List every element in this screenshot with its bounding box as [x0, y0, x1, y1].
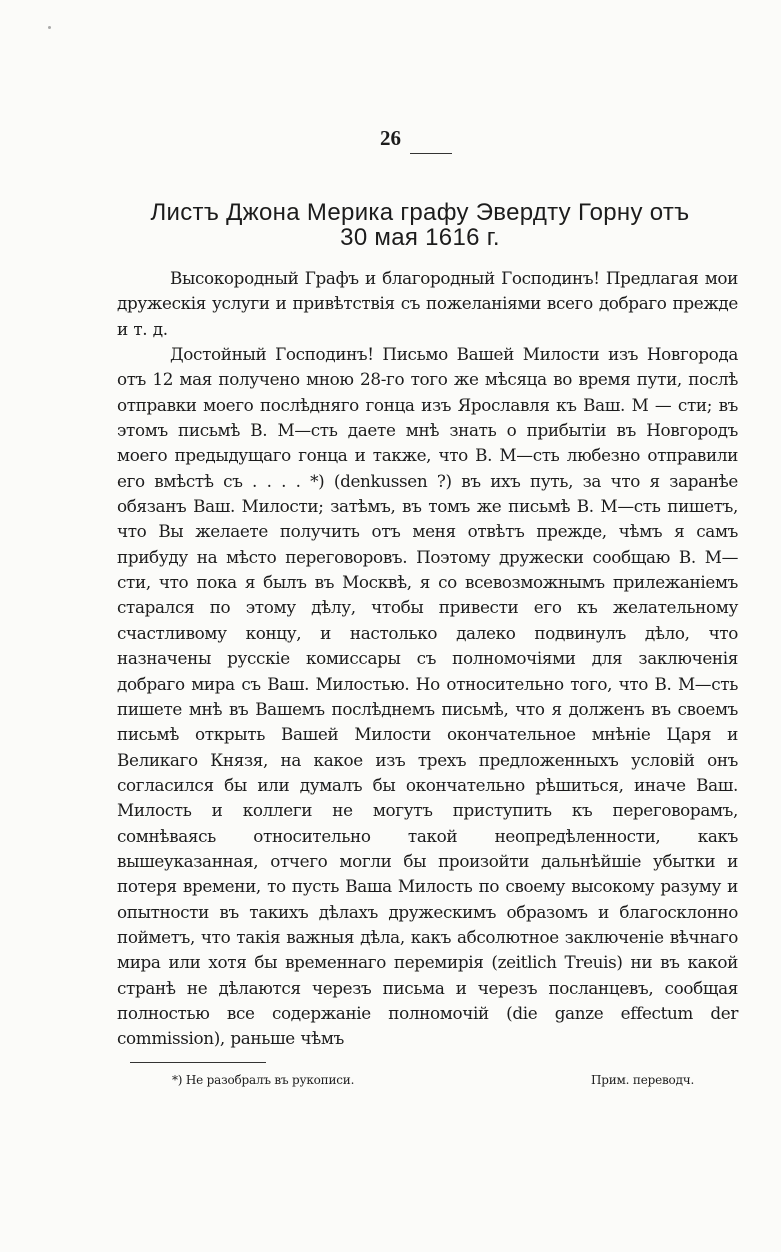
- page-number: 26: [380, 126, 401, 150]
- translator-note: Прим. переводч.: [591, 1073, 695, 1087]
- paper-speck: [48, 26, 51, 29]
- letter-body: [117, 266, 738, 1052]
- paragraph-greeting: Высокородный Графъ и благородный Господинъ! Предлагая мои дружескія услуги и привѣтствія съ пожеланіями всего добраго прежде и т. д.: [117, 268, 738, 339]
- title-line-2: 30 мая 1616 г.: [340, 224, 500, 251]
- title-line-1: Листъ Джона Мерика графу Эвердту Горну отъ: [150, 199, 690, 226]
- letter-title: [95, 200, 745, 250]
- footnote: *) Не разобралъ въ рукописи.: [172, 1073, 355, 1087]
- page-number-underline: [410, 153, 452, 154]
- paragraph-main: Достойный Господинъ! Письмо Вашей Милости изъ Новгорода отъ 12 мая получено мною 28-го того же мѣсяца во время пути, послѣ отправки моего послѣдняго гонца изъ Ярославля къ Ваш. М — сти; въ этомъ письмѣ В. М—сть даете мнѣ знать о прибытіи въ Новгородъ моего предыдущаго гонца и также, что В. М—сть любезно отправили его вмѣстѣ съ . . . . *) (denkussen ?) въ ихъ путь, за что я заранѣе обязанъ Ваш. Милости; затѣмъ, въ томъ же письмѣ В. М—сть пишетъ, что Вы желаете получить отъ меня отвѣтъ прежде, чѣмъ я самъ прибуду на мѣсто переговоровъ. Поэтому дружески сообщаю В. М—сти, что пока я былъ въ Москвѣ, я со всевозможнымъ прилежаніемъ старался по этому дѣлу, чтобы привести его къ желательному счастливому концу, и настолько далеко подвинулъ дѣло, что назначены русскіе комиссары съ полномочіями для заключенія добраго мира съ Ваш. Милостью. Но относительно того, что В. М—сть пишете мнѣ въ Вашемъ послѣднемъ письмѣ, что я долженъ въ своемъ письмѣ открыть Вашей Милости окончательное мнѣніе Царя и Великаго Князя, на какое изъ трехъ предложенныхъ условій онъ согласился бы или думалъ бы окончательно рѣшиться, иначе Ваш. Милость и коллеги не могутъ приступить къ переговорамъ, сомнѣваясь относительно такой неопредѣленности, какъ вышеуказанная, отчего могли бы произойти дальнѣйшіе убытки и потеря времени, то пусть Ваша Милость по своему высокому разуму и опытности въ такихъ дѣлахъ дружескимъ образомъ и благосклонно пойметъ, что такія важныя дѣла, какъ абсолютное заключеніе вѣчнаго мира или хотя бы временнаго перемирія (zeitlich Treuis) ни въ какой странѣ не дѣлаются черезъ письма и черезъ посланцевъ, сообщая полностью все содержаніе полномочій (die ganze effectum der commission), раньше чѣмъ: [117, 344, 738, 1049]
- footnote-divider: [130, 1062, 266, 1063]
